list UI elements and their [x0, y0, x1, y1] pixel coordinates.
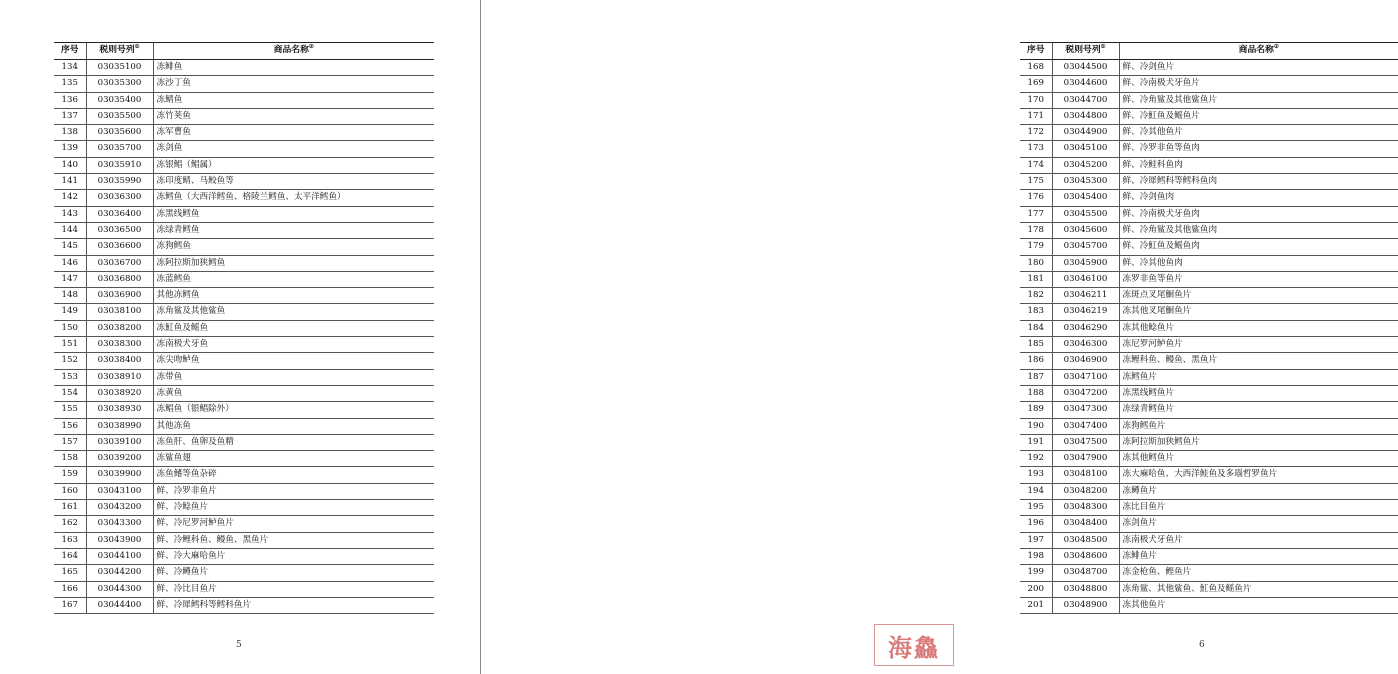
row-number: 194: [1020, 483, 1052, 499]
row-number: 146: [54, 255, 86, 271]
row-number: 138: [54, 125, 86, 141]
table-row: [1020, 206, 1398, 222]
product-name: 冻鱼肝、鱼卵及鱼精: [153, 434, 434, 450]
right-page: [481, 0, 1279, 674]
table-row: [1020, 548, 1398, 564]
row-number: 162: [54, 516, 86, 532]
row-number: 155: [54, 402, 86, 418]
tariff-code: 03036800: [86, 271, 153, 287]
table-row: [54, 451, 434, 467]
tariff-code: 03045300: [1052, 174, 1119, 190]
table-body-right: [1020, 60, 1398, 614]
row-number: 196: [1020, 516, 1052, 532]
product-name: 鲜、冷南极犬牙鱼片: [1119, 76, 1398, 92]
row-number: 195: [1020, 500, 1052, 516]
tariff-code: 03044100: [86, 548, 153, 564]
tariff-code: 03035400: [86, 92, 153, 108]
tariff-code: 03048400: [1052, 516, 1119, 532]
tariff-code: 03045700: [1052, 239, 1119, 255]
tariff-code: 03039900: [86, 467, 153, 483]
tariff-code: 03035990: [86, 174, 153, 190]
table-row: [54, 385, 434, 401]
table-row: [1020, 337, 1398, 353]
row-number: 199: [1020, 565, 1052, 581]
product-name: 鲜、冷角鲨及其他鲨鱼片: [1119, 92, 1398, 108]
tariff-code: 03048200: [1052, 483, 1119, 499]
product-name: 其他冻鳕鱼: [153, 288, 434, 304]
product-name: 冻鳟鱼片: [1119, 483, 1398, 499]
tariff-code: 03036500: [86, 222, 153, 238]
table-row: [54, 174, 434, 190]
table-body-left: [54, 60, 434, 614]
table-row: [54, 255, 434, 271]
product-name: 冻其他鱼片: [1119, 597, 1398, 613]
row-number: 144: [54, 222, 86, 238]
row-number: 166: [54, 581, 86, 597]
table-row: [1020, 255, 1398, 271]
row-number: 145: [54, 239, 86, 255]
row-number: 154: [54, 385, 86, 401]
table-row: [54, 76, 434, 92]
row-number: 198: [1020, 548, 1052, 564]
row-number: 189: [1020, 402, 1052, 418]
product-name: 冻鳕鱼片: [1119, 369, 1398, 385]
tariff-code: 03038400: [86, 353, 153, 369]
table-row: [54, 402, 434, 418]
tariff-code: 03045900: [1052, 255, 1119, 271]
product-name: 冻印度鲭、马鲛鱼等: [153, 174, 434, 190]
tariff-table-right: [1020, 42, 1398, 614]
product-name: 冻比目鱼片: [1119, 500, 1398, 516]
row-number: 160: [54, 483, 86, 499]
row-number: 176: [1020, 190, 1052, 206]
tariff-code: 03046100: [1052, 271, 1119, 287]
row-number: 174: [1020, 157, 1052, 173]
table-row: [54, 125, 434, 141]
tariff-code: 03047900: [1052, 451, 1119, 467]
product-name: 鲜、冷其他鱼肉: [1119, 255, 1398, 271]
tariff-code: 03036700: [86, 255, 153, 271]
tariff-code: 03047300: [1052, 402, 1119, 418]
tariff-code: 03043200: [86, 500, 153, 516]
table-row: [54, 92, 434, 108]
table-row: [54, 239, 434, 255]
product-name: 冻沙丁鱼: [153, 76, 434, 92]
table-row: [1020, 353, 1398, 369]
product-name: 冻尼罗河鲈鱼片: [1119, 337, 1398, 353]
page-number: 5: [236, 640, 242, 650]
product-name: 鲜、冷比目鱼片: [153, 581, 434, 597]
tariff-code: 03044600: [1052, 76, 1119, 92]
tariff-code: 03035600: [86, 125, 153, 141]
table-row: [1020, 581, 1398, 597]
table-row: [1020, 76, 1398, 92]
row-number: 136: [54, 92, 86, 108]
row-number: 135: [54, 76, 86, 92]
table-row: [54, 320, 434, 336]
table-row: [1020, 157, 1398, 173]
page-number: 6: [1199, 640, 1205, 650]
tariff-code: 03048600: [1052, 548, 1119, 564]
tariff-code: 03038300: [86, 337, 153, 353]
product-name: 冻狗鳕鱼: [153, 239, 434, 255]
tariff-code: 03048700: [1052, 565, 1119, 581]
table-row: [54, 483, 434, 499]
table-row: [1020, 108, 1398, 124]
row-number: 171: [1020, 108, 1052, 124]
row-number: 164: [54, 548, 86, 564]
tariff-code: 03045400: [1052, 190, 1119, 206]
product-name: 冻狗鳕鱼片: [1119, 418, 1398, 434]
table-row: [1020, 516, 1398, 532]
tariff-code: 03046219: [1052, 304, 1119, 320]
row-number: 192: [1020, 451, 1052, 467]
row-number: 161: [54, 500, 86, 516]
tariff-code: 03044800: [1052, 108, 1119, 124]
table-row: [54, 60, 434, 76]
tariff-code: 03045200: [1052, 157, 1119, 173]
row-number: 170: [1020, 92, 1052, 108]
tariff-code: 03045500: [1052, 206, 1119, 222]
table-row: [54, 108, 434, 124]
left-page: [0, 0, 480, 674]
tariff-code: 03036900: [86, 288, 153, 304]
row-number: 186: [1020, 353, 1052, 369]
row-number: 149: [54, 304, 86, 320]
table-row: [54, 304, 434, 320]
tariff-code: 03044700: [1052, 92, 1119, 108]
table-row: [54, 500, 434, 516]
header-name: 商品名称②: [153, 43, 434, 60]
tariff-code: 03038200: [86, 320, 153, 336]
row-number: 181: [1020, 271, 1052, 287]
row-number: 173: [1020, 141, 1052, 157]
row-number: 158: [54, 451, 86, 467]
row-number: 137: [54, 108, 86, 124]
row-number: 150: [54, 320, 86, 336]
row-number: 134: [54, 60, 86, 76]
table-row: [54, 337, 434, 353]
table-row: [1020, 60, 1398, 76]
product-name: 冻绿青鳕鱼片: [1119, 402, 1398, 418]
table-row: [1020, 385, 1398, 401]
table-row: [1020, 418, 1398, 434]
tariff-code: 03035910: [86, 157, 153, 173]
header-name: 商品名称②: [1119, 43, 1398, 60]
tariff-code: 03043900: [86, 532, 153, 548]
table-row: [1020, 92, 1398, 108]
product-name: 冻金枪鱼、鲣鱼片: [1119, 565, 1398, 581]
tariff-code: 03039100: [86, 434, 153, 450]
row-number: 143: [54, 206, 86, 222]
row-number: 184: [1020, 320, 1052, 336]
row-number: 197: [1020, 532, 1052, 548]
product-name: 鲜、冷鲶鱼片: [153, 500, 434, 516]
product-name: 冻鳕鱼（大西洋鳕鱼、格陵兰鳕鱼、太平洋鳕鱼）: [153, 190, 434, 206]
product-name: 鲜、冷魟鱼及鳐鱼肉: [1119, 239, 1398, 255]
table-row: [54, 467, 434, 483]
tariff-code: 03048100: [1052, 467, 1119, 483]
table-row: [54, 206, 434, 222]
table-row: [1020, 597, 1398, 613]
tariff-code: 03035300: [86, 76, 153, 92]
product-name: 鲜、冷鲑科鱼肉: [1119, 157, 1398, 173]
table-row: [54, 581, 434, 597]
tariff-code: 03048300: [1052, 500, 1119, 516]
row-number: 169: [1020, 76, 1052, 92]
row-number: 179: [1020, 239, 1052, 255]
tariff-code: 03038920: [86, 385, 153, 401]
product-name: 冻黑线鳕鱼片: [1119, 385, 1398, 401]
product-name: 冻鲳鱼（银鲳除外）: [153, 402, 434, 418]
row-number: 156: [54, 418, 86, 434]
product-name: 鲜、冷角鲨及其他鲨鱼肉: [1119, 222, 1398, 238]
row-number: 187: [1020, 369, 1052, 385]
row-number: 172: [1020, 125, 1052, 141]
table-row: [1020, 141, 1398, 157]
row-number: 175: [1020, 174, 1052, 190]
product-name: 冻剑鱼片: [1119, 516, 1398, 532]
product-name: 鲜、冷剑鱼片: [1119, 60, 1398, 76]
row-number: 152: [54, 353, 86, 369]
product-name: 冻鲱鱼: [153, 60, 434, 76]
table-row: [54, 271, 434, 287]
product-name: 冻斑点叉尾鮰鱼片: [1119, 288, 1398, 304]
table-row: [54, 434, 434, 450]
tariff-code: 03035500: [86, 108, 153, 124]
table-row: [1020, 483, 1398, 499]
product-name: 冻阿拉斯加狭鳕鱼: [153, 255, 434, 271]
table-header-row: [54, 43, 434, 60]
table-row: [1020, 467, 1398, 483]
product-name: 冻大麻哈鱼、大西洋鲑鱼及多瑙哲罗鱼片: [1119, 467, 1398, 483]
table-row: [1020, 222, 1398, 238]
tariff-code: 03047100: [1052, 369, 1119, 385]
header-no: 序号: [1020, 43, 1052, 60]
table-row: [54, 222, 434, 238]
table-row: [1020, 532, 1398, 548]
row-number: 141: [54, 174, 86, 190]
row-number: 180: [1020, 255, 1052, 271]
row-number: 157: [54, 434, 86, 450]
row-number: 165: [54, 565, 86, 581]
table-row: [54, 369, 434, 385]
table-row: [54, 532, 434, 548]
row-number: 201: [1020, 597, 1052, 613]
product-name: 冻军曹鱼: [153, 125, 434, 141]
product-name: 其他冻鱼: [153, 418, 434, 434]
product-name: 冻阿拉斯加狭鳕鱼片: [1119, 434, 1398, 450]
row-number: 191: [1020, 434, 1052, 450]
tariff-code: 03048500: [1052, 532, 1119, 548]
row-number: 177: [1020, 206, 1052, 222]
product-name: 鲜、冷犀鳕科等鳕科鱼肉: [1119, 174, 1398, 190]
product-name: 冻竹荚鱼: [153, 108, 434, 124]
product-name: 冻鲨鱼翅: [153, 451, 434, 467]
table-row: [1020, 451, 1398, 467]
row-number: 185: [1020, 337, 1052, 353]
row-number: 193: [1020, 467, 1052, 483]
tariff-code: 03036400: [86, 206, 153, 222]
table-row: [54, 565, 434, 581]
table-header-row: [1020, 43, 1398, 60]
product-name: 鲜、冷南极犬牙鱼肉: [1119, 206, 1398, 222]
product-name: 冻绿青鳕鱼: [153, 222, 434, 238]
tariff-code: 03038100: [86, 304, 153, 320]
tariff-code: 03039200: [86, 451, 153, 467]
table-row: [54, 353, 434, 369]
row-number: 159: [54, 467, 86, 483]
table-row: [1020, 125, 1398, 141]
product-name: 冻其他鲶鱼片: [1119, 320, 1398, 336]
product-name: 鲜、冷大麻哈鱼片: [153, 548, 434, 564]
table-row: [54, 418, 434, 434]
product-name: 鲜、冷鲤科鱼、鳗鱼、黑鱼片: [153, 532, 434, 548]
product-name: 冻银鲳（鲳属）: [153, 157, 434, 173]
table-row: [1020, 271, 1398, 287]
row-number: 188: [1020, 385, 1052, 401]
row-number: 140: [54, 157, 86, 173]
product-name: 冻南极犬牙鱼片: [1119, 532, 1398, 548]
product-name: 鲜、冷其他鱼片: [1119, 125, 1398, 141]
header-code: 税则号列①: [1052, 43, 1119, 60]
table-row: [1020, 288, 1398, 304]
product-name: 冻角鲨及其他鲨鱼: [153, 304, 434, 320]
table-row: [1020, 190, 1398, 206]
tariff-code: 03035100: [86, 60, 153, 76]
tariff-code: 03038990: [86, 418, 153, 434]
product-name: 冻其他鳕鱼片: [1119, 451, 1398, 467]
product-name: 冻黑线鳕鱼: [153, 206, 434, 222]
row-number: 147: [54, 271, 86, 287]
table-row: [1020, 565, 1398, 581]
row-number: 153: [54, 369, 86, 385]
tariff-code: 03045600: [1052, 222, 1119, 238]
table-row: [54, 141, 434, 157]
tariff-code: 03048800: [1052, 581, 1119, 597]
tariff-code: 03035700: [86, 141, 153, 157]
product-name: 冻黄鱼: [153, 385, 434, 401]
tariff-code: 03044400: [86, 597, 153, 613]
tariff-code: 03043100: [86, 483, 153, 499]
product-name: 冻其他叉尾鮰鱼片: [1119, 304, 1398, 320]
product-name: 冻带鱼: [153, 369, 434, 385]
table-row: [54, 157, 434, 173]
tariff-code: 03046300: [1052, 337, 1119, 353]
product-name: 鲜、冷剑鱼肉: [1119, 190, 1398, 206]
product-name: 冻尖吻鲈鱼: [153, 353, 434, 369]
row-number: 163: [54, 532, 86, 548]
table-row: [1020, 500, 1398, 516]
row-number: 178: [1020, 222, 1052, 238]
tariff-code: 03044900: [1052, 125, 1119, 141]
table-row: [54, 288, 434, 304]
tariff-code: 03044200: [86, 565, 153, 581]
table-row: [1020, 239, 1398, 255]
table-row: [54, 516, 434, 532]
row-number: 139: [54, 141, 86, 157]
table-row: [1020, 402, 1398, 418]
product-name: 鲜、冷魟鱼及鳐鱼片: [1119, 108, 1398, 124]
row-number: 148: [54, 288, 86, 304]
table-row: [1020, 320, 1398, 336]
row-number: 167: [54, 597, 86, 613]
product-name: 鲜、冷罗非鱼等鱼肉: [1119, 141, 1398, 157]
product-name: 冻罗非鱼等鱼片: [1119, 271, 1398, 287]
table-row: [54, 548, 434, 564]
product-name: 冻角鲨、其他鲨鱼、魟鱼及鳐鱼片: [1119, 581, 1398, 597]
header-code: 税则号列①: [86, 43, 153, 60]
product-name: 鲜、冷犀鳕科等鳕科鱼片: [153, 597, 434, 613]
row-number: 190: [1020, 418, 1052, 434]
tariff-code: 03044500: [1052, 60, 1119, 76]
watermark-stamp: 海鱻: [874, 624, 954, 666]
product-name: 鲜、冷罗非鱼片: [153, 483, 434, 499]
product-name: 冻蓝鳕鱼: [153, 271, 434, 287]
tariff-code: 03046900: [1052, 353, 1119, 369]
tariff-code: 03036300: [86, 190, 153, 206]
row-number: 142: [54, 190, 86, 206]
table-row: [54, 190, 434, 206]
tariff-code: 03046211: [1052, 288, 1119, 304]
row-number: 151: [54, 337, 86, 353]
row-number: 200: [1020, 581, 1052, 597]
table-row: [1020, 434, 1398, 450]
header-no: 序号: [54, 43, 86, 60]
table-row: [54, 597, 434, 613]
row-number: 168: [1020, 60, 1052, 76]
product-name: 冻鲤科鱼、鳗鱼、黑鱼片: [1119, 353, 1398, 369]
tariff-code: 03047500: [1052, 434, 1119, 450]
row-number: 183: [1020, 304, 1052, 320]
table-row: [1020, 174, 1398, 190]
product-name: 冻剑鱼: [153, 141, 434, 157]
product-name: 冻南极犬牙鱼: [153, 337, 434, 353]
tariff-code: 03043300: [86, 516, 153, 532]
table-row: [1020, 369, 1398, 385]
tariff-code: 03038930: [86, 402, 153, 418]
tariff-code: 03045100: [1052, 141, 1119, 157]
row-number: 182: [1020, 288, 1052, 304]
tariff-code: 03046290: [1052, 320, 1119, 336]
tariff-table-left: [54, 42, 434, 614]
tariff-code: 03047400: [1052, 418, 1119, 434]
tariff-code: 03048900: [1052, 597, 1119, 613]
tariff-code: 03047200: [1052, 385, 1119, 401]
tariff-code: 03044300: [86, 581, 153, 597]
tariff-code: 03036600: [86, 239, 153, 255]
product-name: 冻鱼鳍等鱼杂碎: [153, 467, 434, 483]
product-name: 鲜、冷鳟鱼片: [153, 565, 434, 581]
tariff-code: 03038910: [86, 369, 153, 385]
product-name: 冻鲭鱼: [153, 92, 434, 108]
product-name: 冻鲱鱼片: [1119, 548, 1398, 564]
product-name: 冻魟鱼及鳐鱼: [153, 320, 434, 336]
table-row: [1020, 304, 1398, 320]
product-name: 鲜、冷尼罗河鲈鱼片: [153, 516, 434, 532]
